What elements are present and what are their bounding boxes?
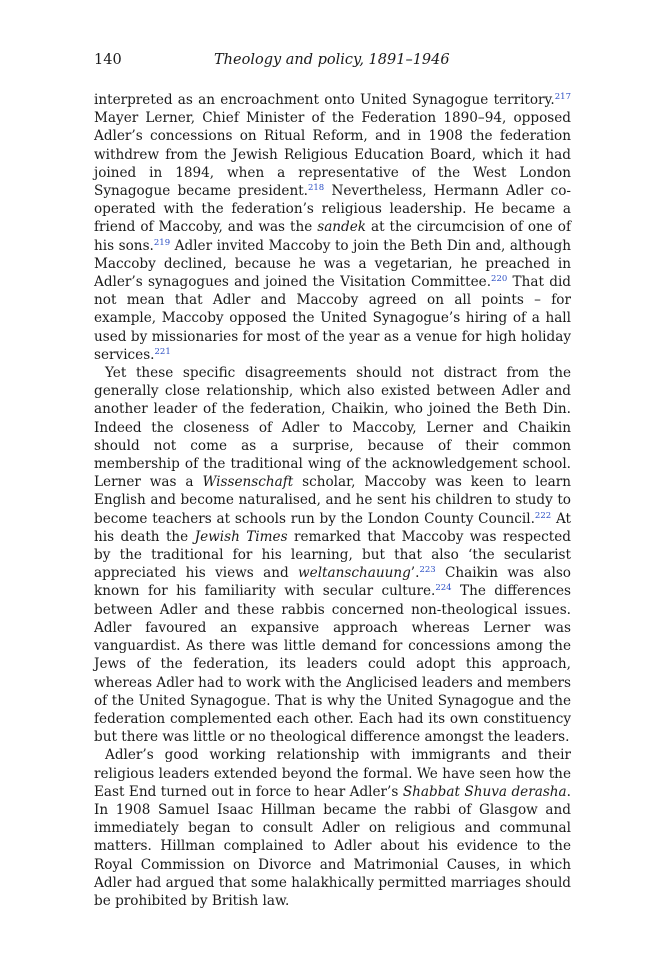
footnote-marker[interactable]: 221	[154, 346, 171, 357]
running-title: Theology and policy, 1891–1946	[214, 52, 450, 68]
text-run: at the circumcision of one of his sons.	[94, 219, 571, 254]
text-run: That did not mean that Adler and Maccoby agreed on all points – for example, Maccoby opposed the United Synagogue’s hiring of a hall used by missionaries for most of the year as a venue for high holiday services.	[94, 274, 571, 363]
text-run: Mayer Lerner, Chief Minister of the Federation 1890–94, opposed Adler’s concessions on Ritual Reform, and in 1908 the federation withdrew from the Jewish Religious Education Board, which it had joined in 1894, when a representative of the West London Synagogue became president.	[94, 110, 571, 200]
page-number: 140	[94, 52, 122, 68]
italic-term: sandek	[317, 219, 367, 236]
running-head	[94, 52, 571, 74]
italic-term: Shabbat Shuva derasha	[402, 783, 567, 800]
text-run: The differences between Adler and these rabbis concerned non-theological issues. Adler favoured an expansive approach whereas Lerner was vanguardist. As there was little demand for concessions among the Jews of the federation, its leaders could adopt this approach, whereas Adler had to work with the Anglicised leaders and members of the United Synagogue. That is why the United Synagogue and the federation complemented each other. Each had its own constituency but there was little or no theological difference amongst the leaders.	[94, 583, 571, 746]
footnote-marker[interactable]: 217	[554, 92, 571, 102]
text-run: ’.	[410, 565, 420, 582]
text-run: Yet these specific disagreements should not distract from the generally close relationship, which also existed between Adler and another leader of the federation, Chaikin, who joined the Beth Din. Indeed the closeness of Adler to Maccoby, Lerner and Chaikin should not come as a surprise, because of their common membership of the traditional wing of the acknowledgement school. Lerner was a	[94, 365, 571, 491]
text-run: . In 1908 Samuel Isaac Hillman became the rabbi of Glasgow and immediately began to consult Adler on religious and communal matters. Hillman complained to Adler about his evidence to the Royal Commission on Divorce and Matrimonial Causes, in which Adler had argued that some halakhically permitted marriages should be prohibited by British law.	[94, 783, 572, 909]
paragraph	[94, 746, 571, 910]
text-run: interpreted as an encroachment onto United Synagogue territory.	[94, 92, 555, 108]
text-run: Adler’s good working relationship with immigrants and their religious leaders extended beyond the formal. We have seen how the East End turned out in force to hear Adler’s	[94, 747, 571, 800]
text-run: scholar, Maccoby was keen to learn English and become naturalised, and he sent his children to study to become teachers at schools run by the London County Council.	[94, 474, 572, 527]
footnote-marker[interactable]: 219	[153, 237, 171, 248]
italic-term: Jewish Times	[194, 528, 288, 545]
footnote-marker[interactable]: 223	[419, 565, 436, 576]
paragraph	[94, 364, 571, 746]
italic-term: Wissenschaft	[202, 474, 294, 491]
italic-term: weltanschauung	[298, 565, 411, 582]
text-run: remarked that Maccoby was respected by the traditional for his learning, but that also ‘the secularist appreciated his views and	[94, 528, 572, 582]
body-text	[94, 91, 571, 910]
paragraph	[94, 91, 571, 364]
footnote-marker[interactable]: 222	[534, 510, 552, 521]
text-run: At his death the	[94, 510, 571, 545]
footnote-marker[interactable]: 220	[491, 274, 508, 285]
text-run: Adler invited Maccoby to join the Beth Din and, although Maccoby declined, because he was a vegetarian, he preached in Adler’s synagogues and joined the Visitation Committee.	[94, 237, 571, 291]
text-run: Nevertheless, Hermann Adler co-operated with the federation’s religious leadership. He became a friend of Maccoby, and was the	[94, 183, 571, 236]
text-run: Chaikin was also known for his familiarity with secular culture.	[94, 565, 571, 600]
footnote-marker[interactable]: 224	[435, 583, 452, 594]
book-page	[94, 52, 571, 910]
footnote-marker[interactable]: 218	[307, 183, 325, 194]
